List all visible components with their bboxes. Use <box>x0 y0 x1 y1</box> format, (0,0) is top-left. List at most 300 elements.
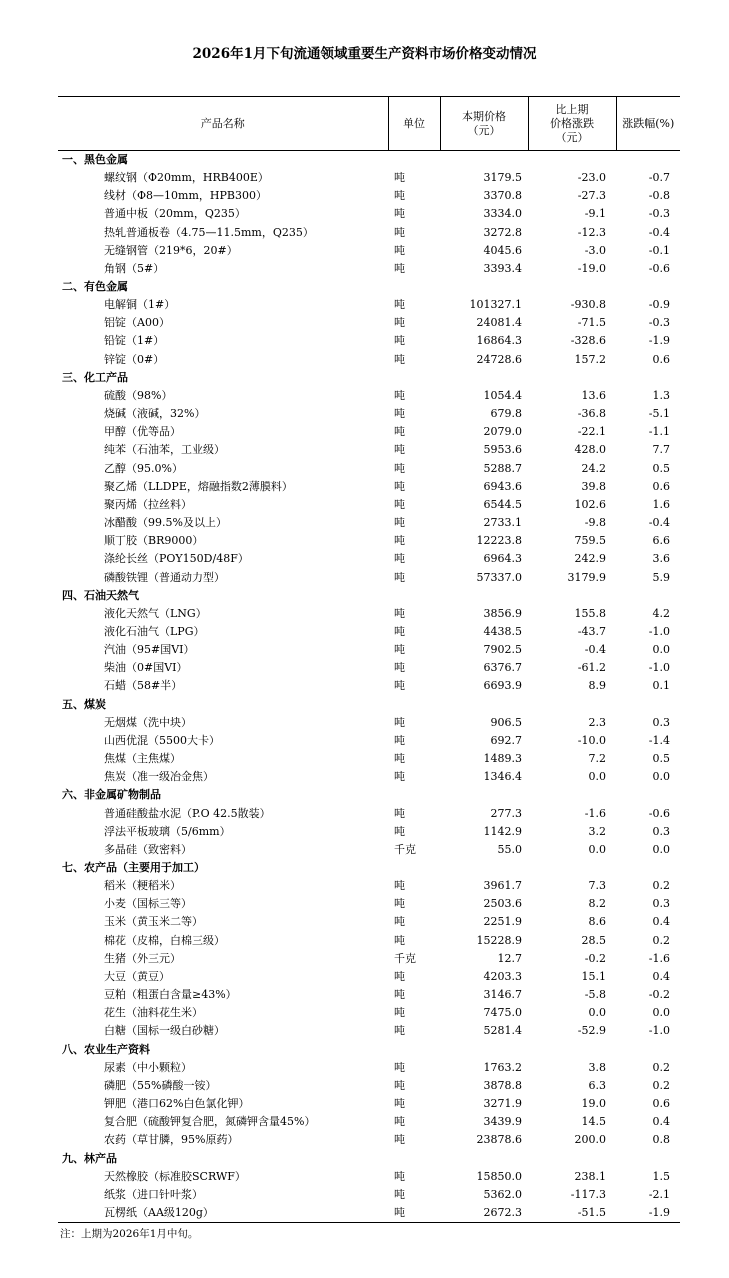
category-name: 八、农业生产资料 <box>62 1042 150 1056</box>
change-pct-cell: -1.9 <box>616 1204 680 1223</box>
change-pct-cell: 0.3 <box>652 824 670 838</box>
table-row <box>58 714 680 732</box>
product-name: 小麦（国标三等） <box>104 897 192 911</box>
price-cell: 5362.0 <box>483 1187 522 1201</box>
table-row <box>58 1131 680 1149</box>
table-row <box>58 950 680 968</box>
header-change-pct: 涨跌幅(%) <box>616 97 680 151</box>
unit-cell: 吨 <box>394 461 405 475</box>
table-row <box>58 1186 680 1204</box>
category-name: 六、非金属矿物制品 <box>62 788 161 802</box>
table-header <box>58 97 680 151</box>
unit-cell: 吨 <box>394 479 405 493</box>
product-name: 花生（油料花生米） <box>104 1006 203 1020</box>
product-name: 天然橡胶（标准胶SCRWF） <box>104 1169 246 1183</box>
change-pct-cell: 4.2 <box>652 606 670 620</box>
product-name: 无烟煤（洗中块） <box>104 715 192 729</box>
product-name: 顺丁胶（BR9000） <box>104 534 204 548</box>
header-change-line2: 价格涨跌 <box>550 116 594 130</box>
category-row <box>58 859 680 877</box>
unit-cell: 千克 <box>394 842 416 856</box>
unit-cell: 吨 <box>394 443 405 457</box>
unit-cell: 吨 <box>394 225 405 239</box>
change-cell: -36.8 <box>577 407 606 421</box>
table-row <box>58 1059 680 1077</box>
product-name: 瓦楞纸（AA级120g） <box>58 1204 388 1223</box>
change-cell: 238.1 <box>574 1169 606 1183</box>
product-name: 汽油（95#国VI） <box>104 643 195 657</box>
table-row <box>58 641 680 659</box>
change-cell: 428.0 <box>574 443 606 457</box>
category-row <box>58 151 680 170</box>
category-row <box>58 696 680 714</box>
price-cell: 12.7 <box>497 951 522 965</box>
price-cell: 3272.8 <box>483 225 522 239</box>
unit-cell: 吨 <box>394 1133 405 1147</box>
change-pct-cell: 0.1 <box>652 679 670 693</box>
price-cell: 3961.7 <box>483 879 522 893</box>
table-row <box>58 677 680 695</box>
table-row <box>58 1095 680 1113</box>
table-row <box>58 895 680 913</box>
unit-cell: 千克 <box>394 951 416 965</box>
unit-cell: 吨 <box>394 824 405 838</box>
header-change-line3: （元） <box>555 130 589 144</box>
price-cell: 55.0 <box>497 842 522 856</box>
change-pct-cell: -1.0 <box>648 624 670 638</box>
unit-cell: 吨 <box>394 1115 405 1129</box>
change-pct-cell: -0.4 <box>648 516 670 530</box>
price-cell: 12223.8 <box>476 534 522 548</box>
change-pct-cell: 0.8 <box>652 1133 670 1147</box>
change-cell: 102.6 <box>574 497 606 511</box>
table-row <box>58 732 680 750</box>
price-cell: 1054.4 <box>483 388 522 402</box>
category-row <box>58 369 680 387</box>
price-cell: 2251.9 <box>483 915 522 929</box>
price-cell: 3878.8 <box>483 1078 522 1092</box>
unit-cell: 吨 <box>394 552 405 566</box>
product-name: 磷酸铁锂（普通动力型） <box>104 570 225 584</box>
table-row <box>58 441 680 459</box>
table-row <box>58 387 680 405</box>
product-name: 液化天然气（LNG） <box>104 606 207 620</box>
change-pct-cell: 0.2 <box>652 1060 670 1074</box>
product-name: 柴油（0#国VI） <box>104 661 188 675</box>
table-row <box>58 496 680 514</box>
table-row <box>58 913 680 931</box>
price-cell: 7475.0 <box>483 1006 522 1020</box>
footnote: 注：上期为2026年1月中旬。 <box>60 1228 199 1240</box>
change-cell: 0.0 <box>588 842 606 856</box>
change-pct-cell: 0.5 <box>652 752 670 766</box>
change-pct-cell: 1.5 <box>652 1169 670 1183</box>
unit-cell: 吨 <box>394 1024 405 1038</box>
unit-cell: 吨 <box>394 969 405 983</box>
table-row <box>58 242 680 260</box>
change-cell: -27.3 <box>577 189 606 203</box>
product-name: 多晶硅（致密料） <box>104 842 192 856</box>
change-cell: 39.8 <box>581 479 606 493</box>
unit-cell: 吨 <box>394 1060 405 1074</box>
unit-cell: 吨 <box>394 298 405 312</box>
unit-cell: 吨 <box>394 425 405 439</box>
price-cell: 4045.6 <box>483 243 522 257</box>
table-row <box>58 169 680 187</box>
price-cell: 5281.4 <box>483 1024 522 1038</box>
unit-cell: 吨 <box>394 388 405 402</box>
change-pct-cell: 0.3 <box>652 897 670 911</box>
unit-cell: 吨 <box>394 733 405 747</box>
change-pct-cell: -0.9 <box>648 298 670 312</box>
change-cell: -22.1 <box>577 425 606 439</box>
product-name: 生猪（外三元） <box>104 951 181 965</box>
table-row <box>58 659 680 677</box>
product-name: 石蜡（58#半） <box>104 679 183 693</box>
price-cell: 3393.4 <box>483 261 522 275</box>
change-pct-cell: 0.4 <box>652 1115 670 1129</box>
category-name: 七、农产品（主要用于加工） <box>62 861 205 875</box>
category-name: 五、煤炭 <box>62 697 106 711</box>
table-row <box>58 314 680 332</box>
change-pct-cell: 0.6 <box>652 1097 670 1111</box>
price-cell: 6544.5 <box>483 497 522 511</box>
category-name: 四、石油天然气 <box>62 588 139 602</box>
change-cell: -61.2 <box>577 661 606 675</box>
product-name: 浮法平板玻璃（5/6mm） <box>104 824 231 838</box>
price-cell: 15228.9 <box>476 933 522 947</box>
product-name: 玉米（黄玉米二等） <box>104 915 203 929</box>
change-pct-cell: -5.1 <box>648 407 670 421</box>
unit-cell: 吨 <box>394 352 405 366</box>
unit-cell: 吨 <box>394 770 405 784</box>
change-cell: -930.8 <box>570 298 606 312</box>
change-pct-cell: -0.1 <box>648 243 670 257</box>
header-change <box>528 97 616 151</box>
change-cell: 24.2 <box>581 461 606 475</box>
unit-cell: 吨 <box>394 1187 405 1201</box>
table-row <box>58 532 680 550</box>
table-row <box>58 223 680 241</box>
change-pct-cell: 0.2 <box>652 933 670 947</box>
change-cell: 7.3 <box>588 879 606 893</box>
table-row <box>58 823 680 841</box>
table-row <box>58 1204 680 1223</box>
price-cell: 4203.3 <box>483 969 522 983</box>
price-cell: 3146.7 <box>483 988 522 1002</box>
table-row <box>58 478 680 496</box>
price-cell: 15850.0 <box>476 1169 522 1183</box>
table-row <box>58 460 680 478</box>
table-row <box>58 351 680 369</box>
header-unit: 单位 <box>388 97 440 151</box>
price-cell: 3271.9 <box>483 1097 522 1111</box>
change-cell: -19.0 <box>577 261 606 275</box>
change-pct-cell: 0.0 <box>652 770 670 784</box>
table-row <box>58 1113 680 1131</box>
change-cell: 759.5 <box>574 534 606 548</box>
unit-cell: 吨 <box>394 1169 405 1183</box>
change-cell: 157.2 <box>574 352 606 366</box>
unit-cell: 吨 <box>394 243 405 257</box>
change-cell: 155.8 <box>574 606 606 620</box>
change-cell: -43.7 <box>577 624 606 638</box>
product-name: 纯苯（石油苯，工业级） <box>104 443 225 457</box>
table-row <box>58 932 680 950</box>
change-cell: 3179.9 <box>567 570 606 584</box>
price-cell: 2079.0 <box>483 425 522 439</box>
change-cell: 242.9 <box>574 552 606 566</box>
price-cell: 3370.8 <box>483 189 522 203</box>
product-name: 大豆（黄豆） <box>104 969 170 983</box>
product-name: 复合肥（硫酸钾复合肥，氮磷钾含量45%） <box>104 1115 316 1129</box>
change-pct-cell: 0.0 <box>652 842 670 856</box>
change-cell: 28.5 <box>581 933 606 947</box>
change-cell: -0.2 <box>584 951 606 965</box>
product-name: 无缝钢管（219*6，20#） <box>104 243 238 257</box>
change-pct-cell: -1.0 <box>648 1024 670 1038</box>
table-row <box>58 877 680 895</box>
table-row <box>58 1077 680 1095</box>
change-pct-cell: 0.5 <box>652 461 670 475</box>
product-name: 白糖（国标一级白砂糖） <box>104 1024 225 1038</box>
change-pct-cell: 1.6 <box>652 497 670 511</box>
change-pct-cell: 0.2 <box>652 879 670 893</box>
unit-cell: 吨 <box>394 661 405 675</box>
price-cell: 906.5 <box>490 715 522 729</box>
table-row <box>58 187 680 205</box>
category-name: 一、黑色金属 <box>62 153 128 166</box>
change-pct-cell: -2.1 <box>648 1187 670 1201</box>
unit-cell: 吨 <box>394 915 405 929</box>
price-cell: 5953.6 <box>483 443 522 457</box>
change-pct-cell: -0.7 <box>648 171 670 185</box>
change-pct-cell: 0.6 <box>652 479 670 493</box>
product-name: 铝锭（A00） <box>104 316 170 330</box>
product-name: 焦煤（主焦煤） <box>104 752 181 766</box>
category-row <box>58 1041 680 1059</box>
change-pct-cell: -1.0 <box>648 661 670 675</box>
product-name: 农药（草甘膦，95%原药） <box>104 1133 239 1147</box>
product-name: 线材（Φ8—10mm，HPB300） <box>104 189 267 203</box>
change-pct-cell: 0.6 <box>652 352 670 366</box>
unit-cell: 吨 <box>394 624 405 638</box>
unit-cell: 吨 <box>394 334 405 348</box>
unit-cell: 吨 <box>394 189 405 203</box>
price-cell: 24081.4 <box>476 316 522 330</box>
change-cell: 3.8 <box>588 1060 606 1074</box>
change-cell: -1.6 <box>584 806 606 820</box>
price-cell: 4438.5 <box>483 624 522 638</box>
unit-cell: 吨 <box>394 643 405 657</box>
unit-cell: 吨 <box>394 316 405 330</box>
change-cell: -51.5 <box>528 1204 616 1223</box>
table-row <box>58 968 680 986</box>
change-cell: 8.6 <box>588 915 606 929</box>
product-name: 铅锭（1#） <box>104 334 165 348</box>
change-pct-cell: -1.1 <box>648 425 670 439</box>
price-table <box>58 96 680 1223</box>
change-pct-cell: 5.9 <box>652 570 670 584</box>
product-name: 电解铜（1#） <box>104 298 176 312</box>
product-name: 豆粕（粗蛋白含量≥43%） <box>104 988 237 1002</box>
unit-cell: 吨 <box>394 933 405 947</box>
price-cell: 1142.9 <box>483 824 522 838</box>
price-cell: 2733.1 <box>483 516 522 530</box>
table-row <box>58 568 680 586</box>
change-pct-cell: 7.7 <box>652 443 670 457</box>
table-body <box>58 151 680 1223</box>
change-cell: 13.6 <box>581 388 606 402</box>
unit-cell: 吨 <box>394 407 405 421</box>
product-name: 锌锭（0#） <box>104 352 165 366</box>
table-row <box>58 514 680 532</box>
price-cell: 2503.6 <box>483 897 522 911</box>
unit-cell: 吨 <box>394 715 405 729</box>
price-cell: 6943.6 <box>483 479 522 493</box>
category-name: 三、化工产品 <box>62 370 128 384</box>
unit-cell: 吨 <box>394 897 405 911</box>
category-name: 二、有色金属 <box>62 280 128 294</box>
table-row <box>58 205 680 223</box>
unit-cell: 吨 <box>394 988 405 1002</box>
change-cell: -9.1 <box>584 207 606 221</box>
product-name: 棉花（皮棉，白棉三级） <box>104 933 225 947</box>
category-row <box>58 1149 680 1167</box>
unit-cell: 吨 <box>394 534 405 548</box>
product-name: 液化石油气（LPG） <box>104 624 205 638</box>
price-cell: 1763.2 <box>483 1060 522 1074</box>
change-cell: -0.4 <box>584 643 606 657</box>
change-cell: 7.2 <box>588 752 606 766</box>
page-title: 2026年1月下旬流通领域重要生产资料市场价格变动情况 <box>192 46 537 62</box>
product-name: 山西优混（5500大卡） <box>104 733 220 747</box>
unit-cell: 吨 <box>394 1078 405 1092</box>
change-pct-cell: -0.3 <box>648 316 670 330</box>
table-row <box>58 605 680 623</box>
price-cell: 16864.3 <box>476 334 522 348</box>
table-row <box>58 623 680 641</box>
product-name: 纸浆（进口针叶浆） <box>104 1187 203 1201</box>
product-name: 涤纶长丝（POY150D/48F） <box>104 552 249 566</box>
table-row <box>58 260 680 278</box>
change-pct-cell: -0.4 <box>648 225 670 239</box>
change-cell: 0.0 <box>588 770 606 784</box>
price-cell: 3439.9 <box>483 1115 522 1129</box>
change-cell: -117.3 <box>570 1187 606 1201</box>
table-row <box>58 841 680 859</box>
price-cell: 277.3 <box>490 806 522 820</box>
product-name: 甲醇（优等品） <box>104 425 181 439</box>
table-row <box>58 1168 680 1186</box>
unit-cell: 吨 <box>394 606 405 620</box>
price-cell: 23878.6 <box>476 1133 522 1147</box>
product-name: 螺纹钢（Φ20mm，HRB400E） <box>104 171 269 185</box>
price-cell: 6964.3 <box>483 552 522 566</box>
change-pct-cell: 0.0 <box>652 1006 670 1020</box>
change-cell: -328.6 <box>570 334 606 348</box>
table-row <box>58 986 680 1004</box>
change-pct-cell: -0.3 <box>648 207 670 221</box>
header-price-line2: （元） <box>467 123 501 137</box>
unit-cell: 吨 <box>388 1204 440 1223</box>
change-cell: 8.2 <box>588 897 606 911</box>
table-row <box>58 768 680 786</box>
change-cell: -23.0 <box>577 171 606 185</box>
header-product-name: 产品名称 <box>58 97 388 151</box>
category-name: 九、林产品 <box>62 1151 117 1165</box>
price-cell: 3179.5 <box>483 171 522 185</box>
change-pct-cell: -0.6 <box>648 261 670 275</box>
product-name: 稻米（粳稻米） <box>104 879 181 893</box>
price-cell: 6376.7 <box>483 661 522 675</box>
unit-cell: 吨 <box>394 516 405 530</box>
change-cell: 6.3 <box>588 1078 606 1092</box>
change-cell: 2.3 <box>588 715 606 729</box>
change-pct-cell: 0.4 <box>652 969 670 983</box>
change-pct-cell: 1.3 <box>652 388 670 402</box>
price-cell: 7902.5 <box>483 643 522 657</box>
change-cell: 0.0 <box>588 1006 606 1020</box>
product-name: 普通硅酸盐水泥（P.O 42.5散装） <box>104 806 271 820</box>
unit-cell: 吨 <box>394 171 405 185</box>
product-name: 乙醇（95.0%） <box>104 461 183 475</box>
price-cell: 692.7 <box>490 733 522 747</box>
change-cell: -9.8 <box>584 516 606 530</box>
price-cell: 1489.3 <box>483 752 522 766</box>
change-pct-cell: 0.4 <box>652 915 670 929</box>
table-row <box>58 1022 680 1040</box>
price-cell: 3856.9 <box>483 606 522 620</box>
product-name: 尿素（中小颗粒） <box>104 1060 192 1074</box>
product-name: 普通中板（20mm，Q235） <box>104 207 246 221</box>
table-row <box>58 1004 680 1022</box>
product-name: 角钢（5#） <box>104 261 165 275</box>
change-pct-cell: -1.9 <box>648 334 670 348</box>
unit-cell: 吨 <box>394 207 405 221</box>
product-name: 硫酸（98%） <box>104 388 173 402</box>
change-pct-cell: 0.0 <box>652 643 670 657</box>
table-row <box>58 804 680 822</box>
change-cell: -5.8 <box>584 988 606 1002</box>
price-cell: 6693.9 <box>483 679 522 693</box>
change-cell: -10.0 <box>577 733 606 747</box>
unit-cell: 吨 <box>394 679 405 693</box>
change-cell: 3.2 <box>588 824 606 838</box>
price-cell: 101327.1 <box>469 298 522 312</box>
change-cell: -3.0 <box>584 243 606 257</box>
change-pct-cell: 3.6 <box>652 552 670 566</box>
unit-cell: 吨 <box>394 1097 405 1111</box>
change-cell: -12.3 <box>577 225 606 239</box>
change-cell: 14.5 <box>581 1115 606 1129</box>
product-name: 聚丙烯（拉丝料） <box>104 497 192 511</box>
unit-cell: 吨 <box>394 752 405 766</box>
table-row <box>58 405 680 423</box>
unit-cell: 吨 <box>394 570 405 584</box>
change-cell: 200.0 <box>574 1133 606 1147</box>
unit-cell: 吨 <box>394 261 405 275</box>
price-cell: 24728.6 <box>476 352 522 366</box>
category-row <box>58 786 680 804</box>
price-cell: 5288.7 <box>483 461 522 475</box>
product-name: 钾肥（港口62%白色氯化钾） <box>104 1097 250 1111</box>
table-row <box>58 750 680 768</box>
price-cell: 679.8 <box>490 407 522 421</box>
header-change-line1: 比上期 <box>555 102 589 116</box>
change-cell: 8.9 <box>588 679 606 693</box>
change-pct-cell: 0.2 <box>652 1078 670 1092</box>
